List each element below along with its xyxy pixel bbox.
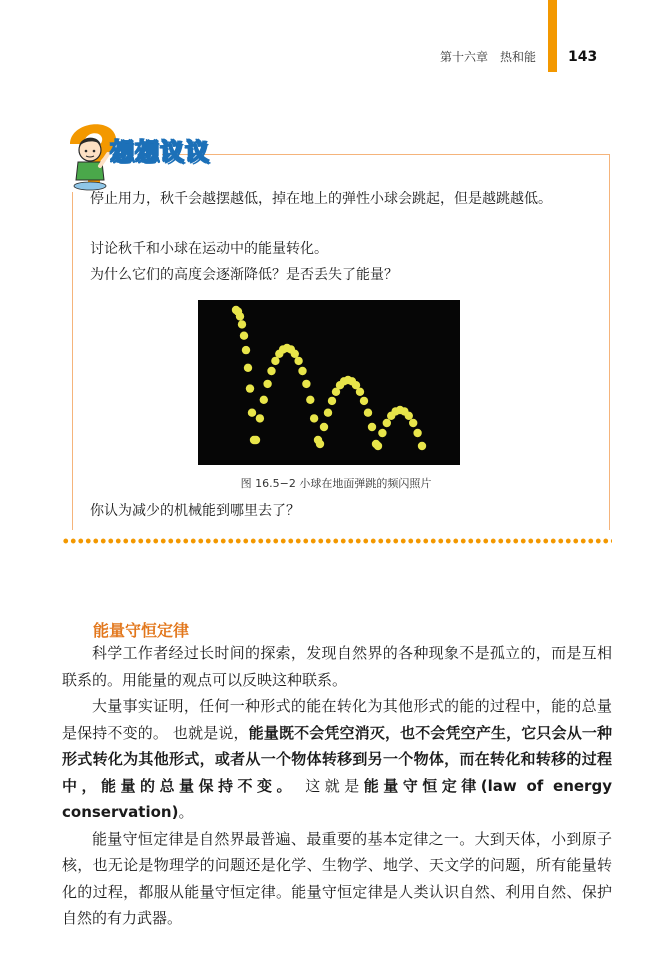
think-paragraph-1: 停止用力，秋千会越摆越低，掉在地上的弹性小球会跳起，但是越跳越低。 xyxy=(90,191,552,207)
think-discuss-box xyxy=(62,132,610,530)
ball-image-30 xyxy=(328,397,336,405)
ball-image-49 xyxy=(405,412,413,420)
closing-question: 你认为减少的机械能到哪里去了？ xyxy=(90,503,300,519)
ball-image-12 xyxy=(260,396,268,404)
ball-image-43 xyxy=(378,429,386,437)
ball-image-25 xyxy=(310,414,318,422)
ball-image-29 xyxy=(324,409,332,417)
ball-image-6 xyxy=(244,364,252,372)
bouncing-ball-photo xyxy=(198,300,460,465)
paragraph-connection: 科学工作者经过长时间的探索，发现自然界的各种现象不是孤立的，而是互相联系的。用能量的观点可以反映这种联系。 xyxy=(62,644,612,689)
ball-image-40 xyxy=(368,423,376,431)
ball-image-52 xyxy=(418,442,426,450)
paragraph-conservation xyxy=(62,693,612,826)
think-section-title: 想想议议 xyxy=(110,138,210,166)
ball-image-38 xyxy=(360,397,368,405)
stroboscopic-ball-image xyxy=(198,300,460,465)
ball-image-14 xyxy=(267,367,275,375)
paragraph-conservation-intro: 大量事实证明，任何一种形式的能在转化为其他形式的能的过程中，能的总量是保持不变的。 也就是说， xyxy=(62,697,612,742)
ball-image-22 xyxy=(298,367,306,375)
ball-image-23 xyxy=(302,380,310,388)
paragraph-importance: 能量守恒定律是自然界最普遍、最重要的基本定律之一。大到天体，小到原子核，也无论是物理学的问题还是化学、生物学、地学、天文学的问题，所有能量转化的过程，都服从能量守恒定律。能量守恒定律是人类认识自然、利用自然、保护自然的有力武器。 xyxy=(62,829,612,927)
ball-image-20 xyxy=(291,350,299,358)
think-paragraph-2: 讨论秋千和小球在运动中的能量转化。 xyxy=(90,241,328,257)
ball-image-51 xyxy=(413,429,421,437)
conservation-statement: 能量既不会凭空消灭，也不会凭空产生，它只会从一种形式转化为其他形式，或者从一个物体转移到另一个物体，而在转化和转移的过程中，能量的总量保持不变。 xyxy=(62,723,612,795)
law-lead: 这就是 xyxy=(296,776,364,795)
ball-image-50 xyxy=(409,419,417,427)
body-text xyxy=(62,640,612,932)
ball-image-8 xyxy=(248,409,256,417)
ball-image-4 xyxy=(240,332,248,340)
ball-image-13 xyxy=(263,380,271,388)
section-heading: 能量守恒定律 xyxy=(93,621,190,640)
ball-image-28 xyxy=(320,423,328,431)
figure-caption: 图 16.5−2 小球在地面弹跳的频闪照片 xyxy=(240,477,432,490)
ball-image-15 xyxy=(271,357,279,365)
ball-image-3 xyxy=(238,320,246,328)
ball-image-27 xyxy=(316,440,324,448)
law-english-name: (law of energy conservation) xyxy=(62,776,612,821)
ball-image-5 xyxy=(242,346,250,354)
ball-image-21 xyxy=(294,357,302,365)
think-paragraph-3: 为什么它们的高度会逐渐降低？是否丢失了能量？ xyxy=(90,267,398,283)
page-header xyxy=(440,48,610,65)
ball-image-24 xyxy=(306,396,314,404)
ball-image-42 xyxy=(374,442,382,450)
ball-image-39 xyxy=(364,409,372,417)
ball-image-7 xyxy=(246,384,254,392)
box-border-top xyxy=(162,154,610,155)
ball-image-2 xyxy=(236,312,244,320)
law-end: 。 xyxy=(178,803,194,821)
page-number: 143 xyxy=(568,49,598,65)
ball-image-37 xyxy=(356,388,364,396)
ball-image-10 xyxy=(252,436,260,444)
chapter-title: 第十六章 热和能 xyxy=(440,50,537,64)
ball-image-11 xyxy=(256,414,264,422)
law-name: 能量守恒定律 xyxy=(363,776,481,795)
dotted-divider xyxy=(62,538,612,544)
ball-image-44 xyxy=(383,419,391,427)
